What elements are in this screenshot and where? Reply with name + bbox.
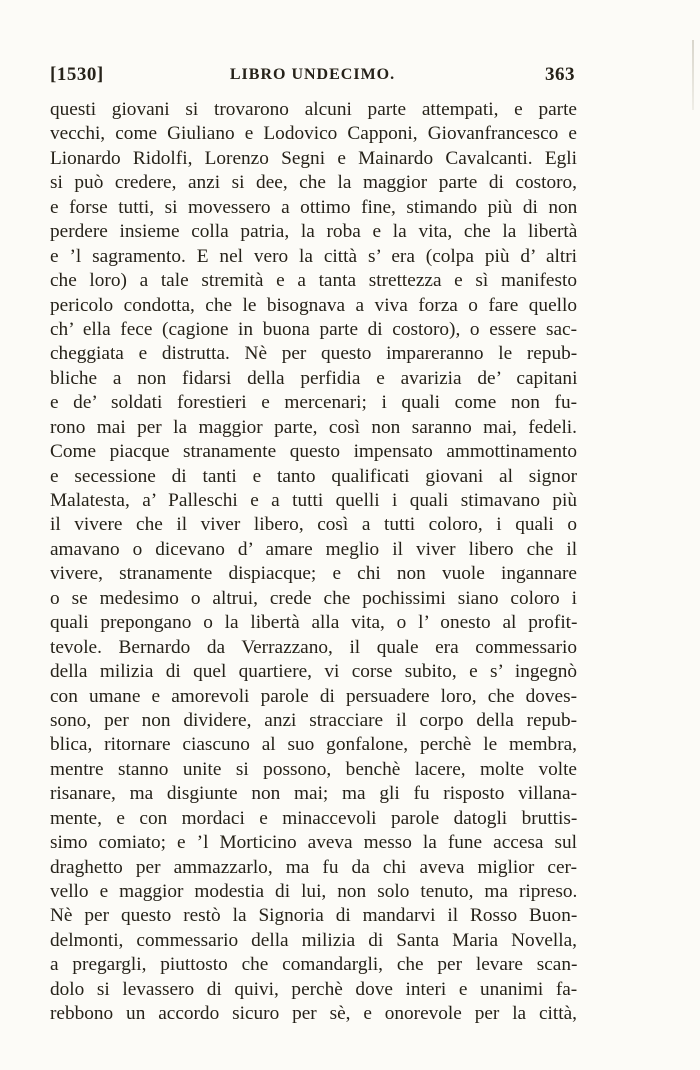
text-line: bliche a non fidarsi della perfidia e avarizia de’ capitani [50,367,578,389]
text-line: perdere insieme colla patria, la roba e la vita, che la libertà [50,221,578,243]
text-line: amavano o dicevano d’ amare meglio il viver libero che il [50,538,578,560]
text-line: vecchi, come Giuliano e Lodovico Capponi, Giovanfrancesco e [50,123,577,145]
page-number: 363 [545,64,575,85]
text-line: e secessione di tanti e tanto qualificati giovani al signor [50,465,577,487]
header-book-title: LIBRO UNDECIMO. [229,66,396,83]
text-line: blica, ritornare ciascuno al suo gonfalone, perchè le membra, [50,734,577,756]
text-line: si può credere, anzi si dee, che la maggior parte di costoro, [50,172,577,194]
text-line: e ’l sagramento. E nel vero la città s’ era (colpa più d’ altri [50,245,577,267]
text-line: mente, e con mordaci e minaccevoli parole datogli bruttis- [50,807,578,829]
text-line: il vivere che il viver libero, così a tutti coloro, i quali o [50,514,577,536]
text-line: con umane e amorevoli parole di persuadere loro, che doves- [50,685,578,707]
text-line: ch’ ella fece (cagione in buona parte di costoro), o essere sac- [50,318,577,340]
text-line: che loro) a tale stremità e a tanta strettezza e sì manifesto [50,270,577,292]
text-line: sono, per non dividere, anzi stracciare il corpo della repub- [50,709,577,731]
text-line: delmonti, commessario della milizia di Santa Maria Novella, [50,929,577,951]
text-line: Lionardo Ridolfi, Lorenzo Segni e Mainardo Cavalcanti. Egli [50,147,577,169]
text-line: vello e maggior modestia di lui, non solo tenuto, ma ripreso. [50,881,578,902]
text-line: risanare, ma disgiunte non mai; ma gli fu risposto villana- [50,783,577,805]
text-line: della milizia di quel quartiere, vi corse subito, e s’ ingegnò [50,661,577,683]
text-line: Come piacque stranamente questo impensato ammottinamento [50,441,577,463]
text-line: vivere, stranamente dispiacque; e chi non vuole ingannare [50,563,577,585]
text-line: questi giovani si trovarono alcuni parte attempati, e parte [50,99,577,120]
text-line: draghetto per ammazzarlo, ma fu da chi aveva miglior cer- [50,856,577,878]
body-text [50,98,577,1027]
text-line: e de’ soldati forestieri e mercenari; i quali come non fu- [50,392,578,414]
text-line: Malatesta, a’ Palleschi e a tutti quelli i quali stimavano più [50,490,578,511]
text-line: o se medesimo o altrui, crede che pochissimi siano coloro i [50,587,577,609]
text-line: tevole. Bernardo da Verrazzano, il quale era commessario [50,636,577,658]
text-line: rebbono un accordo sicuro per sè, e onorevole per la città, [50,1003,577,1025]
text-line: pericolo condotta, che le bisognava a viva forza o fare quello [50,294,577,316]
text-line: Nè per questo restò la Signoria di mandarvi il Rosso Buon- [50,905,578,927]
text-line: quali prepongano o la libertà alla vita, o l’ onesto al profit- [50,612,578,634]
text-line: simo comiato; e ’l Morticino aveva messo la fune accesa sul [50,832,577,854]
text-line: rono mai per la maggior parte, così non saranno mai, fedeli. [50,416,577,438]
text-line: mentre stanno unite si possono, benchè lacere, molte volte [50,758,577,780]
running-header [50,64,575,90]
page-edge-mark [692,40,694,110]
text-line: e forse tutti, si movessero a ottimo fine, stimando più di non [50,196,578,218]
header-year: [1530] [50,64,104,85]
text-line: cheggiata e distrutta. Nè per questo impareranno le repub- [50,343,578,365]
text-line: a pregargli, piuttosto che comandargli, che per levare scan- [50,954,578,976]
text-line: dolo si levassero di quivi, perchè dove interi e unanimi fa- [50,978,578,1000]
